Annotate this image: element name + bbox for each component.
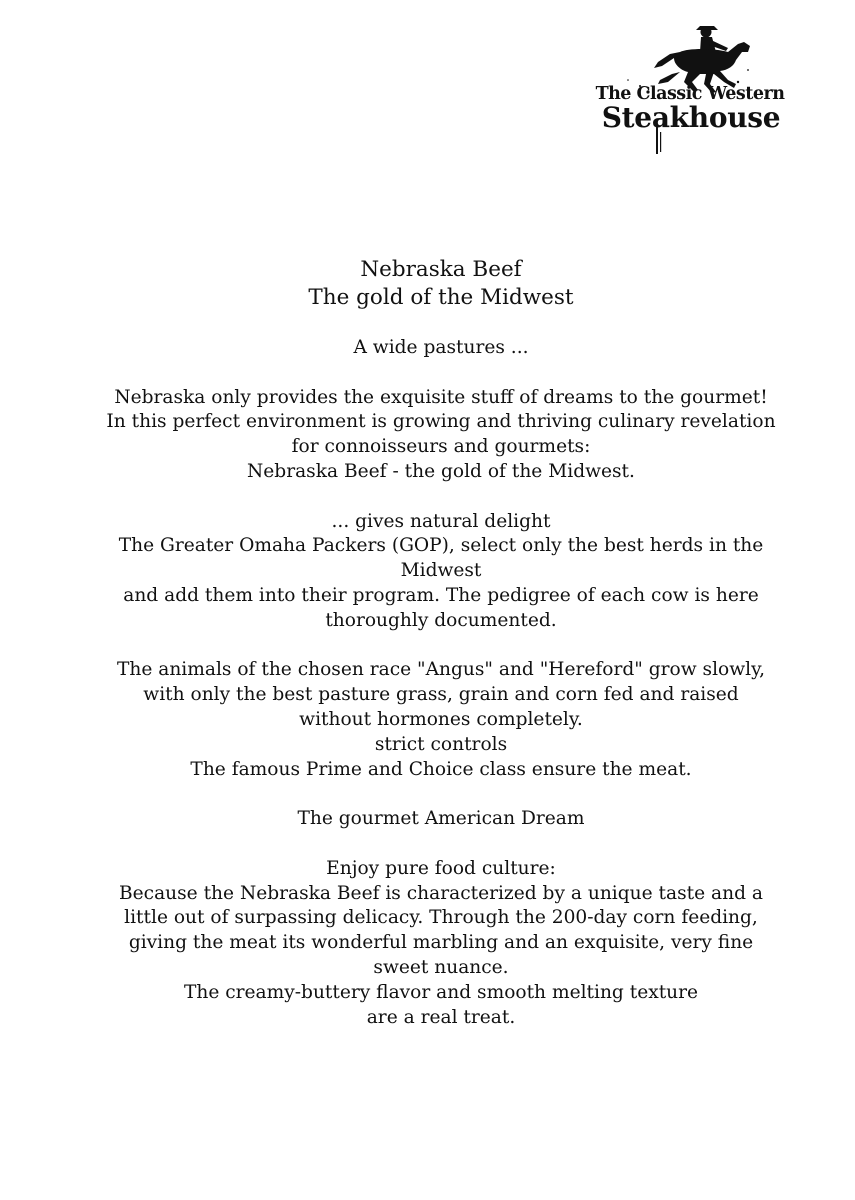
paragraph-line: thoroughly documented.: [325, 609, 557, 631]
paragraph-line: In this perfect environment is growing and thriving culinary revelation: [106, 411, 776, 433]
paragraph-line: Enjoy pure food culture:: [326, 857, 556, 879]
steakhouse-logo: [588, 22, 792, 157]
paragraph-line: Midwest: [400, 560, 482, 582]
paragraph-line: The creamy-buttery flavor and smooth melting texture: [183, 981, 699, 1003]
paragraph-line: little out of surpassing delicacy. Through the 200-day corn feeding,: [124, 907, 758, 929]
paragraph-line: The Greater Omaha Packers (GOP), select only the best herds in the: [118, 535, 764, 557]
logo-line-1: The Classic Western: [595, 84, 785, 104]
paragraph-4: [40, 658, 842, 782]
paragraph-line: The gourmet American Dream: [297, 808, 585, 830]
paragraph-line: and add them into their program. The pedigree of each cow is here: [123, 584, 759, 606]
paragraph-line: with only the best pasture grass, grain and corn fed and raised: [143, 684, 739, 706]
paragraph-line: Nebraska Beef - the gold of the Midwest.: [247, 460, 635, 482]
paragraph-line: Because the Nebraska Beef is characterized by a unique taste and a: [118, 882, 763, 904]
paragraph-line: A wide pastures ...: [353, 337, 529, 358]
paragraph-line: sweet nuance.: [373, 956, 509, 978]
paragraph-6: [40, 857, 842, 1031]
paragraph-line: The animals of the chosen race "Angus" and "Hereford" grow slowly,: [116, 659, 766, 681]
paragraph-line: strict controls: [374, 733, 508, 755]
document-title: Nebraska Beef: [360, 257, 522, 282]
paragraph-line: are a real treat.: [366, 1006, 516, 1028]
document-body: [40, 256, 842, 1055]
paragraph-line: ... gives natural delight: [331, 510, 551, 532]
paragraph-line: giving the meat its wonderful marbling and an exquisite, very fine: [128, 932, 754, 954]
paragraph-1: [40, 336, 842, 361]
paragraph-line: Nebraska only provides the exquisite stuff of dreams to the gourmet!: [114, 386, 768, 408]
document-subtitle: The gold of the Midwest: [308, 285, 574, 310]
paragraph-3: [40, 510, 842, 634]
paragraph-line: for connoisseurs and gourmets:: [291, 436, 591, 458]
logo-line-2: Steakhouse: [601, 101, 781, 134]
paragraph-line: without hormones completely.: [299, 708, 583, 730]
paragraph-5: [40, 807, 842, 832]
paragraph-line: The famous Prime and Choice class ensure the meat.: [190, 758, 692, 780]
paragraph-2: [40, 386, 842, 485]
